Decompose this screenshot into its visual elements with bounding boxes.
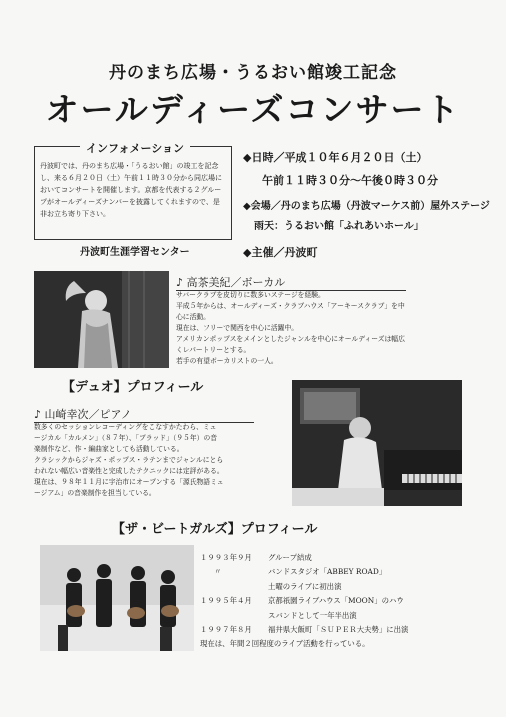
band-photo [40, 545, 194, 651]
history-date: １９９３年９月 [200, 553, 252, 562]
history-row [200, 609, 470, 623]
event-venue: ◆会場／丹のまち広場（丹波マーケス前）屋外ステージ [243, 201, 490, 212]
vocal-line: 若手の有望ボーカリストの一人。 [176, 357, 278, 365]
history-date: 〃 [214, 567, 222, 577]
vocal-line: 平成５年からは、オールディーズ・クラブハウス「アーキースクラブ」を中 [176, 302, 405, 310]
event-host: ◆主催／丹波町 [243, 246, 318, 259]
history-date: １９９５年４月 [200, 596, 252, 606]
history-date [200, 609, 268, 623]
piano-line: ージアム」の音楽制作を担当している。 [34, 489, 156, 497]
vocal-profile-heading: ♪ 高茶美紀／ボーカル [176, 274, 406, 291]
piano-line: クラシックからジャズ・ポップス・ラテンまでジャンルにとら [34, 456, 224, 464]
history-date [200, 580, 268, 594]
history-text: スバンドとして一年半出演 [268, 610, 357, 620]
piano-line: ージカル「カルメン」（８７年）、「ブラッド」（９５年）の音 [34, 434, 218, 442]
pianist-photo [292, 380, 462, 506]
info-body: 丹波町では、丹のまち広場・「うるおい館」の竣工を記念し、来る６月２０日（土）午前１１時３０分から同広場においてコンサートを開催します。京都を代表する２グループがオールディーズナンバーを披露してくれますので、是非お立ち寄り下さい。 [40, 162, 222, 218]
history-text: 京都祇園ライブハウス「MOON」のハウ [268, 596, 404, 606]
history-date: １９９７年８月 [200, 625, 252, 635]
vocal-line: くレパートリーとする。 [176, 346, 251, 354]
piano-profile-heading: ♪ 山崎幸次／ピアノ [34, 406, 254, 423]
history-row [200, 580, 470, 594]
vocalist-photo [34, 271, 169, 368]
history-row [200, 637, 470, 651]
event-rain-venue: 雨天：うるおい館「ふれあいホール」 [254, 221, 424, 232]
history-text: 土曜のライブに初出演 [268, 581, 342, 591]
history-row [200, 594, 470, 608]
info-organizer: 丹波町生涯学習センター [80, 247, 190, 258]
history-row [200, 551, 470, 565]
vocal-profile-body [176, 290, 472, 367]
history-row [200, 623, 470, 637]
piano-line: われない幅広い音楽性と完成したテクニックには定評がある。 [34, 467, 224, 475]
event-time: 午前１１時３０分～午後０時３０分 [262, 174, 438, 187]
duo-section-title: 【デュオ】プロフィール [62, 380, 204, 395]
piano-profile-body [34, 422, 282, 499]
history-text: 現在は、年間２回程度のライブ活動を行っている。 [200, 639, 370, 649]
history-text: バンドスタジオ「ABBEY ROAD」 [268, 567, 387, 577]
band-history [200, 551, 470, 652]
vocal-line: 現在は、フリーで関西を中心に活躍中。 [176, 324, 299, 332]
event-date: ◆日時／平成１０年６月２０日（土） [243, 151, 428, 164]
page-title: オールディーズコンサート [45, 90, 461, 129]
piano-line: 現在は、９８年１１月に宇治市にオープンする「源氏物語ミュ [34, 478, 224, 486]
history-row [200, 565, 470, 579]
piano-line: 楽制作など、作・編曲家としても活動している。 [34, 445, 184, 453]
info-heading: インフォメーション [80, 140, 190, 156]
band-section-title: 【ザ・ビートガルズ】プロフィール [112, 522, 318, 537]
history-text: 福井県大飯町「ＳＵＰＥＲ大夫勢」に出演 [268, 625, 409, 635]
event-subtitle: 丹のまち広場・うるおい館竣工記念 [109, 63, 397, 83]
vocal-line: アメリカンポップスをメインとしたジャンルを中心にオールディーズは幅広 [176, 335, 405, 343]
vocal-line: サバークラブを皮切りに数多いステージを経験。 [176, 291, 325, 299]
history-text: グループ結成 [268, 553, 312, 562]
piano-line: 数多くのセッションレコーディングをこなすかたわら、ミュ [34, 423, 217, 431]
vocal-line: 心に活動。 [176, 313, 210, 321]
